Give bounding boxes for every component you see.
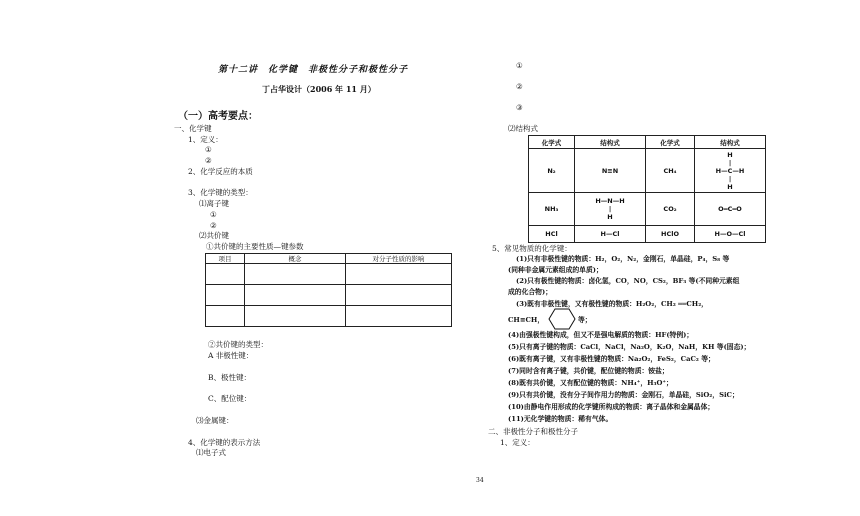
- page-number: 34: [476, 477, 484, 484]
- list-item: (8)既有共价键，又有配位键的物质：NH₄⁺，H₃O⁺；: [508, 379, 673, 387]
- benzene-ring-icon: [548, 308, 576, 330]
- list-item: 成的化合物)；: [508, 288, 552, 296]
- outline-line: 1、定义：: [188, 135, 223, 144]
- outline-line: 2、化学反应的本质: [188, 167, 253, 176]
- list-item: (1)只有非极性键的物质：H₂，O₂，N₂，金刚石，单晶硅，P₄，S₈ 等: [516, 255, 730, 263]
- outline-line: A 非极性键：: [208, 351, 254, 360]
- table-cell[interactable]: [346, 306, 452, 327]
- outline-line: ⑴电子式: [196, 448, 226, 457]
- bond-parameter-table: [205, 253, 452, 327]
- list-item: (4)由强极性键构成，但又不是强电解质的物质：HF(特例)；: [508, 331, 694, 339]
- list-item: (2)只有极性键的物质：卤化氢，CO，NO，CS₂，BF₃ 等(不同种元素组: [516, 277, 740, 285]
- table-header: 项目: [206, 254, 245, 264]
- formula-cell: NH₃: [529, 193, 575, 226]
- table-header: 化学式: [646, 136, 695, 149]
- table-cell[interactable]: [245, 264, 346, 285]
- structure-cell-nh3: H—N—H | H: [575, 193, 646, 226]
- list-item: (6)既有离子键，又有非极性键的物质：Na₂O₂，FeS₂，CaC₂ 等；: [508, 355, 715, 363]
- list-item: (11)无化学键的物质：稀有气体。: [508, 415, 613, 423]
- structure-cell: H—O—Cl: [695, 226, 766, 243]
- formula-cell: CH₄: [646, 149, 695, 193]
- formula-cell: HClO: [646, 226, 695, 243]
- outline-line: B、极性键：: [208, 373, 252, 382]
- outline-line: 二、非极性分子和极性分子: [488, 427, 578, 436]
- outline-line: ①: [205, 145, 212, 154]
- outline-line: ①: [516, 61, 523, 70]
- outline-line: ①共价键的主要性质—键参数: [206, 242, 304, 251]
- list-item: CH≡CH，: [508, 316, 545, 324]
- author-line: 丁占华设计（2006 年 11 月）: [262, 84, 376, 94]
- list-item: (5)只有离子键的物质：CaCl，NaCl，Na₂O，K₂O，NaH，KH 等(固态)；: [508, 343, 751, 351]
- table-header: 概念: [245, 254, 346, 264]
- outline-line: ②共价键的类型：: [208, 340, 268, 349]
- list-item: 等；: [578, 316, 592, 324]
- section-heading: （一）高考要点：: [178, 111, 258, 122]
- outline-line: 4、化学键的表示方法: [188, 438, 261, 447]
- formula-cell: N₂: [529, 149, 575, 193]
- formula-cell: CO₂: [646, 193, 695, 226]
- outline-line: ③: [516, 103, 523, 112]
- outline-line: ⑴离子键: [199, 199, 229, 208]
- formula-cell: HCl: [529, 226, 575, 243]
- structure-cell: H—Cl: [575, 226, 646, 243]
- list-item: (7)同时含有离子键，共价键，配位键的物质：铵盐；: [508, 367, 669, 375]
- outline-line: ②: [205, 156, 212, 165]
- table-header: 化学式: [529, 136, 575, 149]
- outline-line: 1、定义：: [500, 438, 535, 447]
- table-cell[interactable]: [346, 264, 452, 285]
- page-title: 第十二讲 化学键 非极性分子和极性分子: [218, 65, 409, 75]
- list-item: (3)既有非极性键，又有极性键的物质：H₂O₂，CH₂ ══CH₂，: [516, 300, 708, 308]
- table-cell[interactable]: [245, 285, 346, 306]
- table-header: 结构式: [695, 136, 766, 149]
- table-cell[interactable]: [206, 264, 245, 285]
- outline-line: ②: [516, 82, 523, 91]
- outline-line: ⑵共价键: [199, 231, 229, 240]
- table-cell[interactable]: [206, 306, 245, 327]
- structure-cell: N≡N: [575, 149, 646, 193]
- table-header: 结构式: [575, 136, 646, 149]
- outline-line: 5、常见物质的化学键：: [492, 244, 572, 253]
- outline-line: 3、化学键的类型：: [188, 188, 253, 197]
- list-item: (9)只有共价键，没有分子间作用力的物质：金刚石，单晶硅，SiO₂，SiC；: [508, 391, 739, 399]
- list-item: (10)由静电作用形成的化学键所构成的物质：离子晶体和金属晶体；: [508, 403, 715, 411]
- structure-cell-ch4: H | H—C—H | H: [695, 149, 766, 193]
- outline-line: C、配位键：: [208, 394, 252, 403]
- structure-cell: O═C═O: [695, 193, 766, 226]
- table-cell[interactable]: [346, 285, 452, 306]
- outline-line: ⑵结构式: [508, 124, 538, 133]
- table-cell[interactable]: [206, 285, 245, 306]
- list-item: (同种非金属元素组成的单质)；: [508, 266, 603, 274]
- structure-formula-table: [528, 135, 766, 243]
- outline-line: ⑶金属键：: [196, 416, 234, 425]
- table-header: 对分子性质的影响: [346, 254, 452, 264]
- table-cell[interactable]: [245, 306, 346, 327]
- outline-line: ②: [210, 221, 217, 230]
- outline-line: ①: [210, 210, 217, 219]
- outline-line: 一、化学键: [174, 124, 212, 133]
